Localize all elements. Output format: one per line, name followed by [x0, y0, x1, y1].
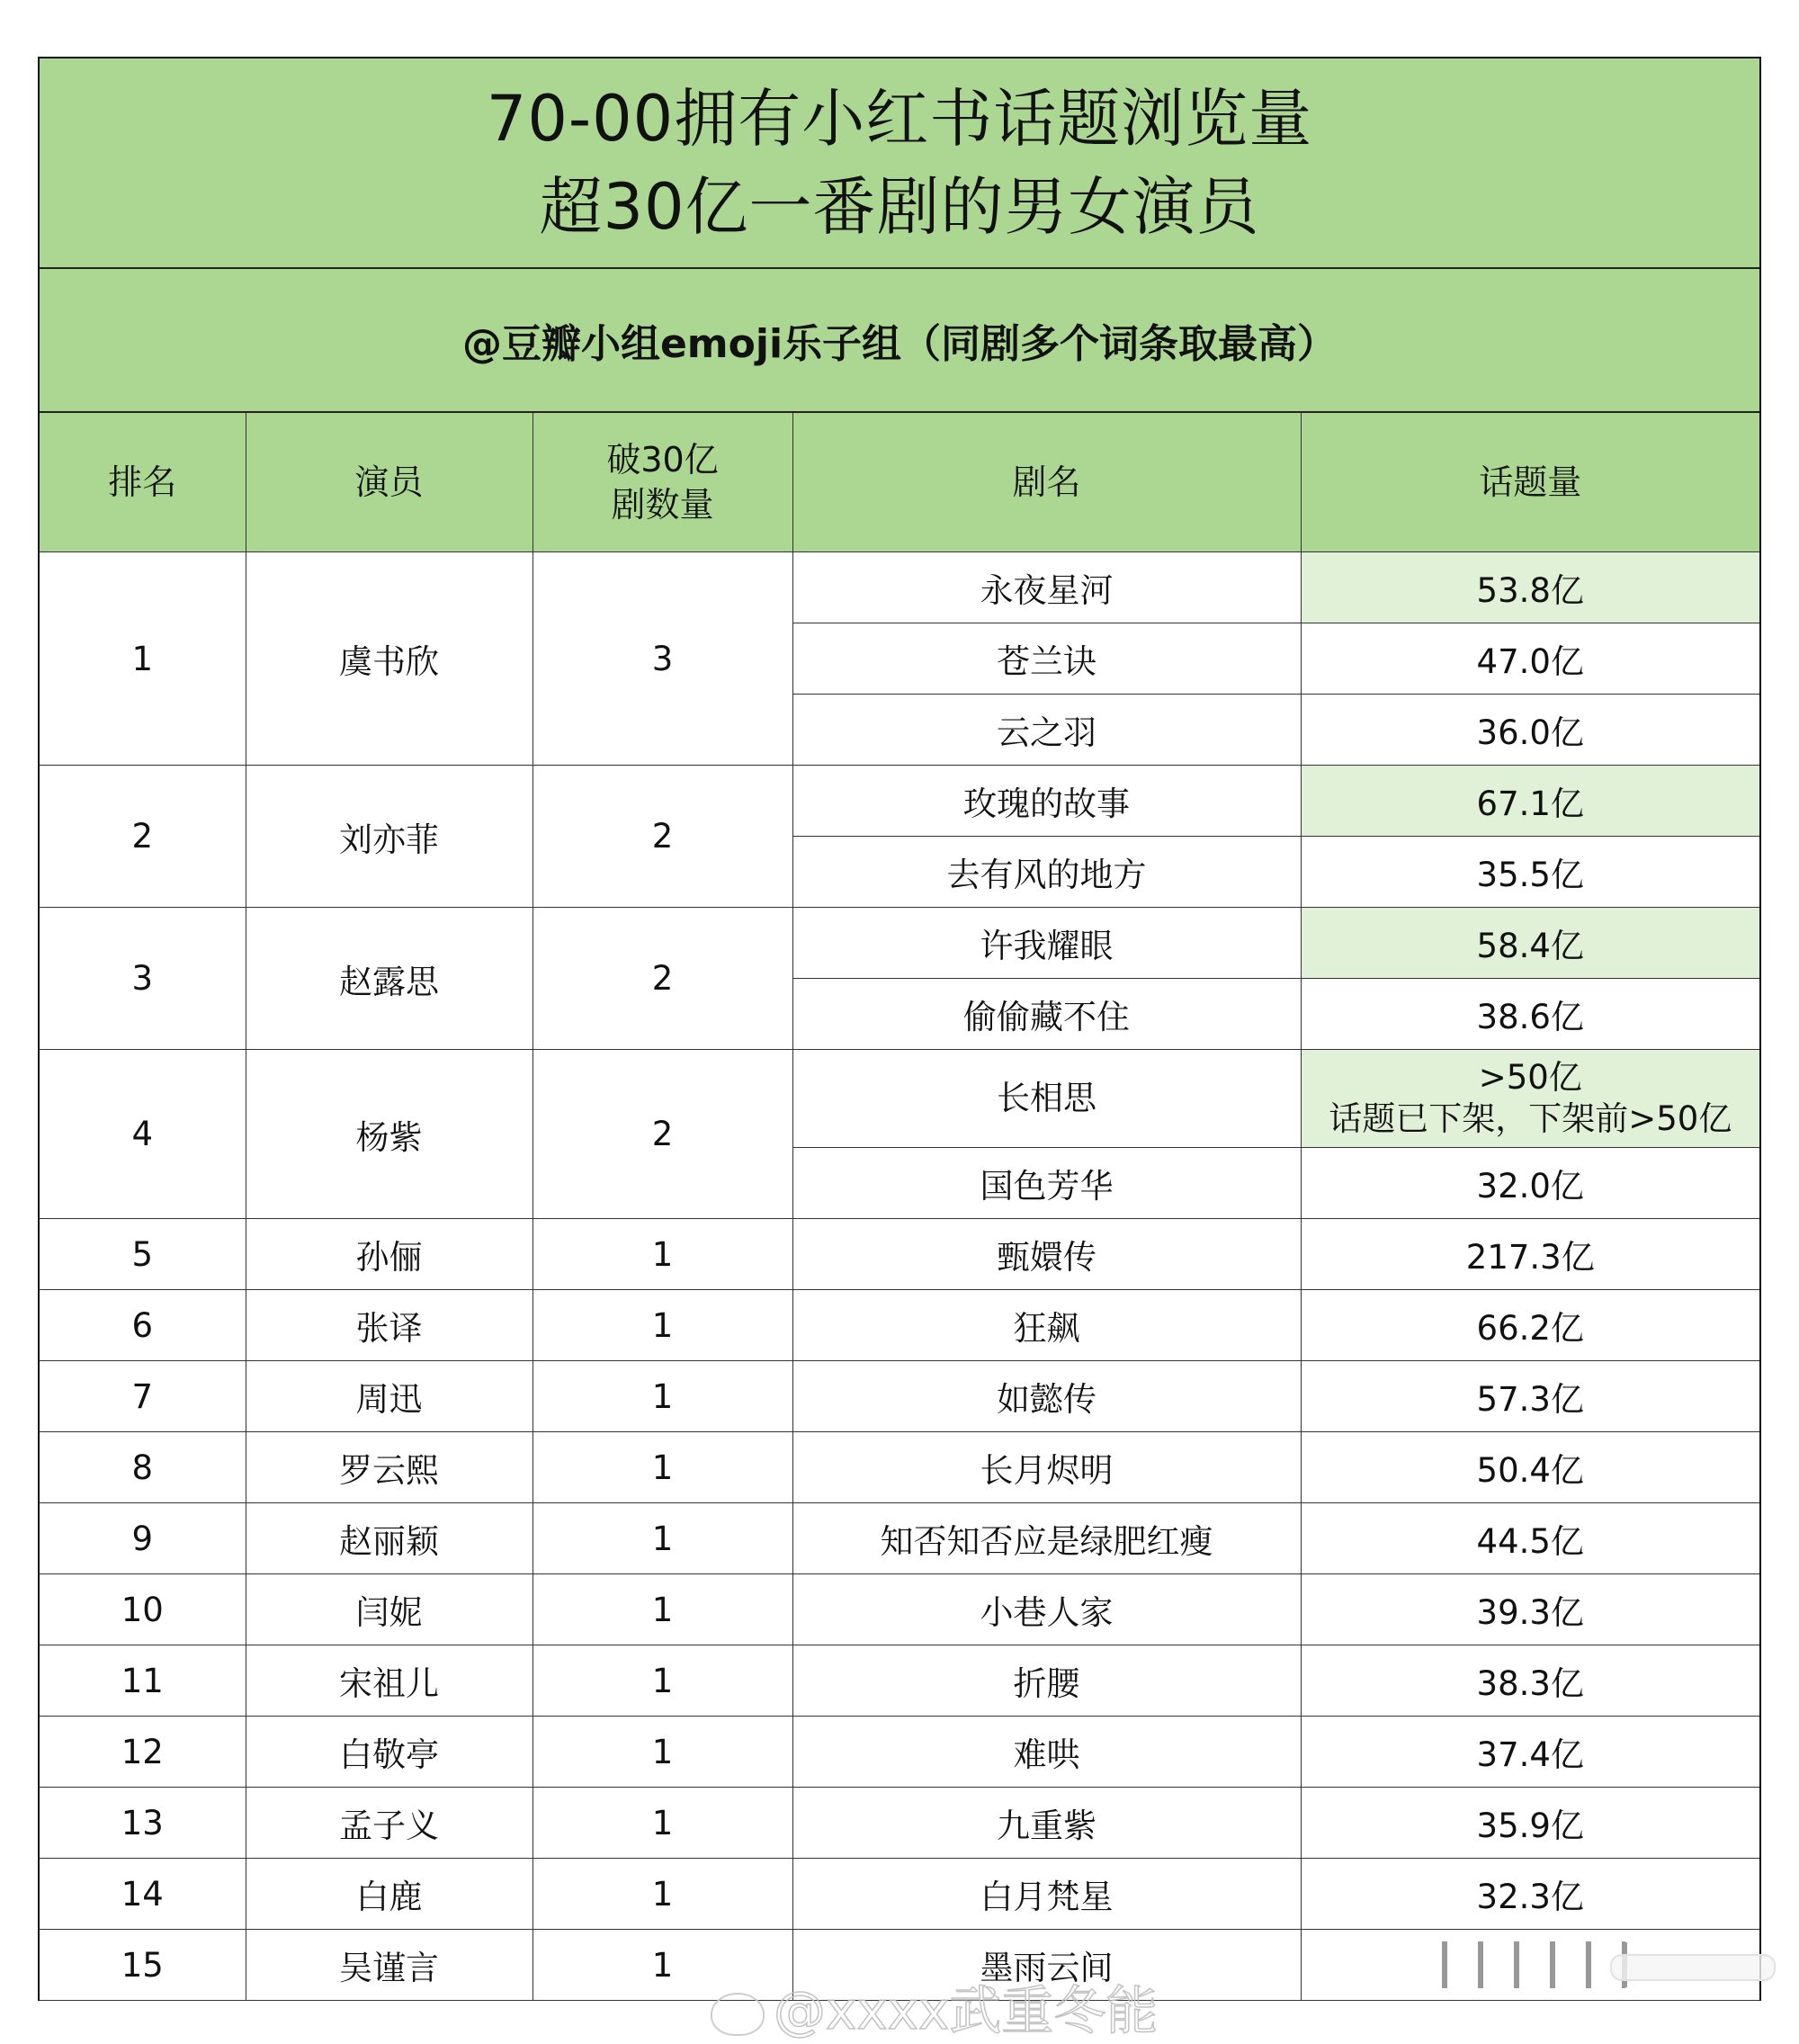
count-cell: 1	[533, 1219, 792, 1290]
rank-cell: 7	[40, 1361, 246, 1432]
table-row	[40, 1050, 1759, 1148]
table-row	[40, 1290, 1759, 1361]
table-row	[40, 1503, 1759, 1574]
count-cell: 1	[533, 1645, 792, 1717]
views-cell: 38.6亿	[1301, 979, 1759, 1050]
count-cell: 1	[533, 1788, 792, 1859]
header-actor: 演员	[246, 413, 533, 552]
rank-cell: 10	[40, 1574, 246, 1645]
scroll-indicator[interactable]	[1610, 1954, 1776, 1981]
drama-cell: 折腰	[792, 1645, 1301, 1717]
table-row	[40, 1788, 1759, 1859]
count-cell: 1	[533, 1432, 792, 1503]
count-cell: 1	[533, 1290, 792, 1361]
actor-cell: 白敬亭	[246, 1717, 533, 1788]
views-cell: 38.3亿	[1301, 1645, 1759, 1717]
views-cell: 66.2亿	[1301, 1290, 1759, 1361]
actor-cell: 白鹿	[246, 1859, 533, 1930]
actor-cell: 吴谨言	[246, 1930, 533, 2001]
header-count	[533, 413, 792, 552]
drama-cell: 长相思	[792, 1050, 1301, 1148]
header-drama: 剧名	[792, 413, 1301, 552]
table-row	[40, 908, 1759, 979]
views-cell: 39.3亿	[1301, 1574, 1759, 1645]
views-cell: 32.0亿	[1301, 1148, 1759, 1219]
drama-cell: 永夜星河	[792, 552, 1301, 623]
drama-cell: 难哄	[792, 1717, 1301, 1788]
rank-cell: 8	[40, 1432, 246, 1503]
actor-cell: 孟子义	[246, 1788, 533, 1859]
actor-cell: 刘亦菲	[246, 766, 533, 908]
actor-cell: 宋祖儿	[246, 1645, 533, 1717]
views-cell: 57.3亿	[1301, 1361, 1759, 1432]
count-cell: 3	[533, 552, 792, 766]
actor-cell: 赵露思	[246, 908, 533, 1050]
actor-cell: 孙俪	[246, 1219, 533, 1290]
views-cell-highlight	[1301, 1050, 1759, 1148]
actor-cell: 闫妮	[246, 1574, 533, 1645]
views-cell: 35.5亿	[1301, 837, 1759, 908]
subtitle-source: @豆瓣小组emoji乐子组（同剧多个词条取最高）	[461, 321, 1338, 367]
table-row	[40, 1574, 1759, 1645]
count-cell: 1	[533, 1574, 792, 1645]
table-row	[40, 1645, 1759, 1717]
table-row	[40, 1859, 1759, 1930]
header-rank: 排名	[40, 413, 246, 552]
count-cell: 1	[533, 1717, 792, 1788]
ranking-table	[40, 413, 1759, 2001]
views-cell-highlight: 58.4亿	[1301, 908, 1759, 979]
actor-cell: 周迅	[246, 1361, 533, 1432]
rank-cell: 6	[40, 1290, 246, 1361]
count-cell: 2	[533, 766, 792, 908]
views-cell: 47.0亿	[1301, 623, 1759, 695]
count-cell: 2	[533, 908, 792, 1050]
table-row	[40, 1717, 1759, 1788]
watermark-text: @xxxx武重冬能	[774, 1980, 1159, 2041]
drama-cell: 九重紫	[792, 1788, 1301, 1859]
drama-cell: 苍兰诀	[792, 623, 1301, 695]
drama-cell: 许我耀眼	[792, 908, 1301, 979]
rank-cell: 15	[40, 1930, 246, 2001]
header-count-line2: 剧数量	[611, 485, 714, 524]
rank-cell: 9	[40, 1503, 246, 1574]
rank-cell: 11	[40, 1645, 246, 1717]
rank-cell: 14	[40, 1859, 246, 1930]
count-cell: 1	[533, 1503, 792, 1574]
drama-cell: 云之羽	[792, 695, 1301, 766]
count-cell: 1	[533, 1930, 792, 2001]
views-cell: 32.3亿	[1301, 1859, 1759, 1930]
drama-cell: 去有风的地方	[792, 837, 1301, 908]
rank-cell: 5	[40, 1219, 246, 1290]
rank-cell: 1	[40, 552, 246, 766]
title-line-2: 超30亿一番剧的男女演员	[539, 170, 1260, 244]
header-count-line1: 破30亿	[606, 440, 719, 480]
title-banner	[40, 58, 1759, 269]
title-line-1: 70-00拥有小红书话题浏览量	[486, 82, 1313, 156]
weibo-logo-icon	[711, 1993, 765, 2036]
drama-cell: 国色芳华	[792, 1148, 1301, 1219]
views-cell: 36.0亿	[1301, 695, 1759, 766]
rank-cell: 3	[40, 908, 246, 1050]
header-row	[40, 413, 1759, 552]
drama-cell: 知否知否应是绿肥红瘦	[792, 1503, 1301, 1574]
rank-cell: 13	[40, 1788, 246, 1859]
rank-cell: 2	[40, 766, 246, 908]
views-cell: 37.4亿	[1301, 1717, 1759, 1788]
ranking-table-sheet	[38, 57, 1761, 2001]
rank-cell: 12	[40, 1717, 246, 1788]
actor-cell: 张译	[246, 1290, 533, 1361]
obscured-value-overlay	[1431, 1941, 1629, 1988]
drama-cell: 狂飙	[792, 1290, 1301, 1361]
count-cell: 1	[533, 1859, 792, 1930]
views-cell-highlight: 53.8亿	[1301, 552, 1759, 623]
views-cell-highlight: 67.1亿	[1301, 766, 1759, 837]
actor-cell: 赵丽颖	[246, 1503, 533, 1574]
views-cell: 35.9亿	[1301, 1788, 1759, 1859]
watermark	[711, 1968, 1158, 2044]
actor-cell: 杨紫	[246, 1050, 533, 1219]
table-row	[40, 1432, 1759, 1503]
table-row	[40, 766, 1759, 837]
drama-cell: 白月梵星	[792, 1859, 1301, 1930]
drama-cell: 甄嬛传	[792, 1219, 1301, 1290]
header-views: 话题量	[1301, 413, 1759, 552]
subtitle-banner	[40, 269, 1759, 413]
rank-cell: 4	[40, 1050, 246, 1219]
views-cell: 44.5亿	[1301, 1503, 1759, 1574]
table-row	[40, 1219, 1759, 1290]
count-cell: 2	[533, 1050, 792, 1219]
drama-cell: 玫瑰的故事	[792, 766, 1301, 837]
table-row	[40, 552, 1759, 623]
views-cell: 50.4亿	[1301, 1432, 1759, 1503]
views-value: >50亿	[1478, 1058, 1582, 1097]
actor-cell: 罗云熙	[246, 1432, 533, 1503]
views-note: 话题已下架，下架前>50亿	[1329, 1099, 1732, 1138]
count-cell: 1	[533, 1361, 792, 1432]
drama-cell: 如懿传	[792, 1361, 1301, 1432]
table-row	[40, 1361, 1759, 1432]
drama-cell: 墨雨云间	[792, 1930, 1301, 2001]
drama-cell: 长月烬明	[792, 1432, 1301, 1503]
drama-cell: 小巷人家	[792, 1574, 1301, 1645]
actor-cell: 虞书欣	[246, 552, 533, 766]
drama-cell: 偷偷藏不住	[792, 979, 1301, 1050]
views-cell: 217.3亿	[1301, 1219, 1759, 1290]
